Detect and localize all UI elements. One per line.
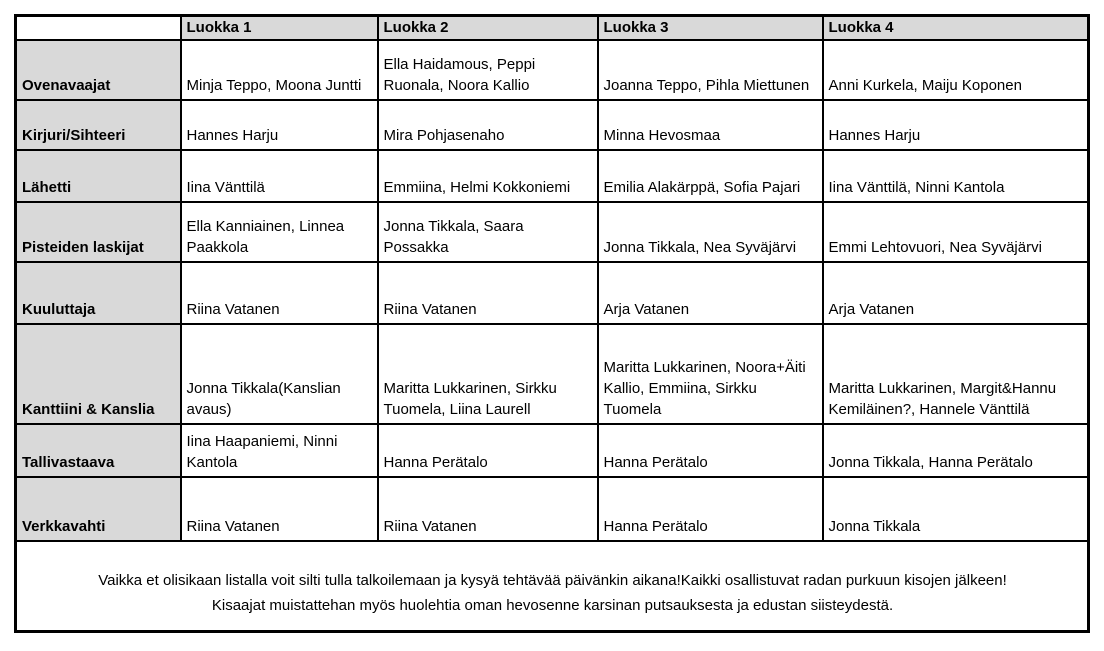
cell-pisteet-luokka3: Jonna Tikkala, Nea Syväjärvi bbox=[598, 202, 823, 262]
cell-lahetti-luokka3: Emilia Alakärppä, Sofia Pajari bbox=[598, 150, 823, 202]
cell-verkko-luokka2: Riina Vatanen bbox=[378, 477, 598, 541]
footer-note-line-1: Vaikka et olisikaan listalla voit silti tulla talkoilemaan ja kysyä tehtävää päivänkin aikana!Kaikki osallistuvat radan purkuun kisojen jälkeen! bbox=[98, 571, 1007, 589]
row-label-kanttiini-kanslia: Kanttiini & Kanslia bbox=[16, 324, 181, 424]
table-row-tallivastaava bbox=[16, 424, 1089, 477]
table-row-pisteiden-laskijat bbox=[16, 202, 1089, 262]
cell-kirjuri-luokka2: Mira Pohjasenaho bbox=[378, 100, 598, 150]
header-row bbox=[16, 16, 1089, 41]
header-luokka-1: Luokka 1 bbox=[181, 16, 378, 41]
row-label-kuuluttaja: Kuuluttaja bbox=[16, 262, 181, 324]
cell-verkko-luokka4: Jonna Tikkala bbox=[823, 477, 1089, 541]
cell-pisteet-luokka2: Jonna Tikkala, Saara Possakka bbox=[378, 202, 598, 262]
row-label-pisteiden-laskijat: Pisteiden laskijat bbox=[16, 202, 181, 262]
cell-verkko-luokka1: Riina Vatanen bbox=[181, 477, 378, 541]
cell-lahetti-luokka1: Iina Vänttilä bbox=[181, 150, 378, 202]
cell-kuuluttaja-luokka4: Arja Vatanen bbox=[823, 262, 1089, 324]
cell-kanttiini-luokka3: Maritta Lukkarinen, Noora+Äiti Kallio, Emmiina, Sirkku Tuomela bbox=[598, 324, 823, 424]
row-label-verkkavahti: Verkkavahti bbox=[16, 477, 181, 541]
cell-lahetti-luokka2: Emmiina, Helmi Kokkoniemi bbox=[378, 150, 598, 202]
cell-lahetti-luokka4: Iina Vänttilä, Ninni Kantola bbox=[823, 150, 1089, 202]
cell-verkko-luokka3: Hanna Perätalo bbox=[598, 477, 823, 541]
row-label-kirjuri-sihteeri: Kirjuri/Sihteeri bbox=[16, 100, 181, 150]
cell-pisteet-luokka4: Emmi Lehtovuori, Nea Syväjärvi bbox=[823, 202, 1089, 262]
cell-kuuluttaja-luokka3: Arja Vatanen bbox=[598, 262, 823, 324]
cell-ovenavaajat-luokka4: Anni Kurkela, Maiju Koponen bbox=[823, 40, 1089, 100]
volunteer-schedule-table bbox=[14, 14, 1090, 633]
header-luokka-4: Luokka 4 bbox=[823, 16, 1089, 41]
cell-kirjuri-luokka4: Hannes Harju bbox=[823, 100, 1089, 150]
cell-talli-luokka1: Iina Haapaniemi, Ninni Kantola bbox=[181, 424, 378, 477]
row-label-lahetti: Lähetti bbox=[16, 150, 181, 202]
cell-kanttiini-luokka1: Jonna Tikkala(Kanslian avaus) bbox=[181, 324, 378, 424]
cell-ovenavaajat-luokka1: Minja Teppo, Moona Juntti bbox=[181, 40, 378, 100]
cell-kirjuri-luokka3: Minna Hevosmaa bbox=[598, 100, 823, 150]
header-corner-cell bbox=[16, 16, 181, 41]
row-label-tallivastaava: Tallivastaava bbox=[16, 424, 181, 477]
cell-talli-luokka2: Hanna Perätalo bbox=[378, 424, 598, 477]
table-row-kanttiini-kanslia bbox=[16, 324, 1089, 424]
footer-note-line-2: Kisaajat muistattehan myös huolehtia oman hevosenne karsinan putsauksesta ja edustan siisteydestä. bbox=[211, 596, 894, 614]
cell-talli-luokka4: Jonna Tikkala, Hanna Perätalo bbox=[823, 424, 1089, 477]
table-row-lahetti bbox=[16, 150, 1089, 202]
cell-kuuluttaja-luokka2: Riina Vatanen bbox=[378, 262, 598, 324]
cell-ovenavaajat-luokka3: Joanna Teppo, Pihla Miettunen bbox=[598, 40, 823, 100]
cell-kuuluttaja-luokka1: Riina Vatanen bbox=[181, 262, 378, 324]
footer-row bbox=[16, 541, 1089, 631]
table-row-kuuluttaja bbox=[16, 262, 1089, 324]
table-row-ovenavaajat bbox=[16, 40, 1089, 100]
table-row-verkkavahti bbox=[16, 477, 1089, 541]
header-luokka-2: Luokka 2 bbox=[378, 16, 598, 41]
cell-kirjuri-luokka1: Hannes Harju bbox=[181, 100, 378, 150]
cell-kanttiini-luokka2: Maritta Lukkarinen, Sirkku Tuomela, Liina Laurell bbox=[378, 324, 598, 424]
cell-kanttiini-luokka4: Maritta Lukkarinen, Margit&Hannu Kemiläinen?, Hannele Vänttilä bbox=[823, 324, 1089, 424]
header-luokka-3: Luokka 3 bbox=[598, 16, 823, 41]
cell-talli-luokka3: Hanna Perätalo bbox=[598, 424, 823, 477]
cell-pisteet-luokka1: Ella Kanniainen, Linnea Paakkola bbox=[181, 202, 378, 262]
table-row-kirjuri-sihteeri bbox=[16, 100, 1089, 150]
footer-note-cell bbox=[16, 541, 1089, 631]
cell-ovenavaajat-luokka2: Ella Haidamous, Peppi Ruonala, Noora Kallio bbox=[378, 40, 598, 100]
row-label-ovenavaajat: Ovenavaajat bbox=[16, 40, 181, 100]
